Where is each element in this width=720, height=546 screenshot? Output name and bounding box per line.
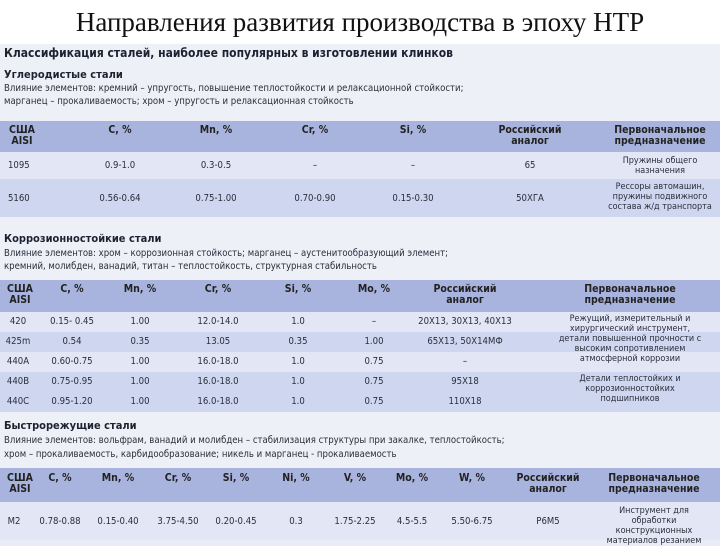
header-mo: Mo, % — [357, 283, 391, 295]
cell-w: 5.50-6.75 — [451, 516, 493, 527]
document-title: Классификация сталей, наиболее популярных в изготовлении клинков — [4, 46, 453, 60]
scanned-table-page — [0, 44, 720, 546]
cell-cr: 3.75-4.50 — [157, 516, 199, 527]
cell-russian-analog: 50ХГА — [516, 193, 544, 204]
header-mn: Mn, % — [199, 124, 233, 136]
header-si: Si, % — [399, 124, 427, 136]
section-desc-stainless-1: Влияние элементов: хром – коррозионная стойкость; марганец – аустенитообразующий элемент; — [4, 248, 448, 259]
cell-purpose: Рессоры автомашин, пружины подвижного состава ж/д транспорта — [608, 182, 712, 212]
cell-c: 0.78-0.88 — [39, 516, 81, 527]
cell-aisi: 440C — [6, 396, 30, 407]
cell-mn: 0.35 — [130, 336, 150, 347]
header-si: Si, % — [222, 472, 250, 484]
header-c: С, % — [48, 472, 72, 484]
header-w: W, % — [459, 472, 485, 484]
cell-cr: 0.70-0.90 — [294, 193, 336, 204]
cell-mn: 0.15-0.40 — [97, 516, 139, 527]
cell-si: 1.0 — [291, 376, 305, 387]
cell-si: 1.0 — [291, 396, 305, 407]
header-v: V, % — [343, 472, 367, 484]
table-header-stainless — [0, 280, 720, 312]
cell-aisi: 425m — [5, 336, 31, 347]
section-title-carbon: Углеродистые стали — [4, 68, 123, 81]
cell-russian-analog: 65 — [524, 160, 536, 171]
cell-c: 0.60-0.75 — [51, 356, 93, 367]
cell-aisi: 5160 — [8, 193, 30, 204]
cell-ni: 0.3 — [289, 516, 303, 527]
cell-si: 0.35 — [288, 336, 308, 347]
header-purpose: Первоначальное предназначение — [608, 472, 700, 495]
cell-purpose: Пружины общего назначения — [622, 156, 698, 176]
header-mn: Mn, % — [101, 472, 135, 484]
cell-aisi: 1095 — [8, 160, 30, 171]
header-c: С, % — [60, 283, 84, 295]
section-desc-stainless-2: кремний, молибден, ванадий, титан – теплостойкость, структурная стабильность — [4, 261, 377, 272]
cell-cr: 12.0-14.0 — [197, 316, 239, 327]
table-row — [0, 502, 720, 546]
cell-si: 1.0 — [291, 356, 305, 367]
cell-si: 0.20-0.45 — [215, 516, 257, 527]
cell-aisi: 440B — [6, 376, 30, 387]
section-title-stainless: Коррозионностойкие стали — [4, 232, 162, 245]
cell-cr: 16.0-18.0 — [197, 396, 239, 407]
section-title-hss: Быстрорежущие стали — [4, 419, 137, 432]
cell-mn: 1.00 — [130, 376, 150, 387]
header-russian-analog: Российский аналог — [433, 283, 497, 306]
cell-si: 0.15-0.30 — [392, 193, 434, 204]
cell-mo: 0.75 — [364, 396, 384, 407]
purpose-note-stainless-2: Детали теплостойких и коррозионностойких подшипников — [579, 374, 681, 404]
header-russian-analog: Российский аналог — [498, 124, 562, 147]
section-desc-hss-1: Влияние элементов: вольфрам, ванадий и молибден – стабилизация структуры при закалке, теплостойкость; — [4, 435, 505, 446]
cell-mo: 0.75 — [364, 356, 384, 367]
cell-mn: 0.75-1.00 — [195, 193, 237, 204]
header-mn: Mn, % — [123, 283, 157, 295]
header-si: Si, % — [284, 283, 312, 295]
cell-c: 0.56-0.64 — [99, 193, 141, 204]
cell-cr: 13.05 — [205, 336, 231, 347]
section-desc-hss-2: хром – прокаливаемость, карбидообразование; никель и марганец - прокаливаемость — [4, 449, 397, 460]
purpose-note-stainless-1: Режущий, измерительный и хирургический инструмент, детали повышенной прочности с высоким сопротивлением атмосферной коррозии — [558, 314, 702, 364]
table-row — [0, 152, 720, 179]
header-cr: Cr, % — [164, 472, 192, 484]
slide-title: Направления развития производства в эпоху НТР — [0, 0, 720, 44]
cell-mo: 4.5-5.5 — [396, 516, 428, 527]
cell-mn: 1.00 — [130, 396, 150, 407]
cell-aisi: 420 — [9, 316, 27, 327]
section-desc-carbon-1: Влияние элементов: кремний – упругость, повышение теплостойкости и релаксационной стойкости; — [4, 83, 464, 94]
cell-cr: – — [312, 160, 318, 171]
cell-c: 0.9-1.0 — [104, 160, 136, 171]
header-cr: Cr, % — [204, 283, 232, 295]
cell-v: 1.75-2.25 — [334, 516, 376, 527]
section-desc-carbon-2: марганец – прокаливаемость; хром – упругость и релаксационная стойкость — [4, 96, 354, 107]
table-row — [0, 179, 720, 217]
header-aisi: США AISI — [7, 472, 33, 495]
header-aisi: США AISI — [7, 283, 33, 306]
cell-aisi: 440A — [6, 356, 30, 367]
cell-cr: 16.0-18.0 — [197, 356, 239, 367]
cell-russian-analog: 110Х18 — [448, 396, 482, 407]
table-header-hss — [0, 468, 720, 502]
cell-russian-analog: 95Х18 — [451, 376, 479, 387]
header-purpose: Первоначальное предназначение — [614, 124, 706, 147]
header-russian-analog: Российский аналог — [516, 472, 580, 495]
cell-mn: 0.3-0.5 — [200, 160, 232, 171]
cell-c: 0.15- 0.45 — [50, 316, 94, 327]
cell-c: 0.95-1.20 — [51, 396, 93, 407]
header-aisi: США AISI — [9, 124, 35, 147]
header-purpose: Первоначальное предназначение — [584, 283, 676, 306]
header-ni: Ni, % — [282, 472, 310, 484]
cell-si: 1.0 — [291, 316, 305, 327]
cell-russian-analog: 65Х13, 50Х14МФ — [427, 336, 503, 347]
cell-aisi: M2 — [7, 516, 21, 527]
cell-c: 0.75-0.95 — [51, 376, 93, 387]
cell-russian-analog: Р6М5 — [536, 516, 560, 527]
cell-russian-analog: 20Х13, 30Х13, 40Х13 — [418, 316, 512, 327]
header-c: С, % — [108, 124, 132, 136]
cell-mo: 0.75 — [364, 376, 384, 387]
header-mo: Mo, % — [395, 472, 429, 484]
cell-mo: – — [371, 316, 377, 327]
cell-mn: 1.00 — [130, 356, 150, 367]
header-cr: Cr, % — [301, 124, 329, 136]
cell-c: 0.54 — [62, 336, 82, 347]
cell-mo: 1.00 — [364, 336, 384, 347]
cell-mn: 1.00 — [130, 316, 150, 327]
table-header-carbon — [0, 121, 720, 152]
cell-si: – — [410, 160, 416, 171]
cell-russian-analog: – — [462, 356, 468, 367]
cell-purpose: Инструмент для обработки конструкционных материалов резанием — [606, 506, 702, 546]
cell-cr: 16.0-18.0 — [197, 376, 239, 387]
